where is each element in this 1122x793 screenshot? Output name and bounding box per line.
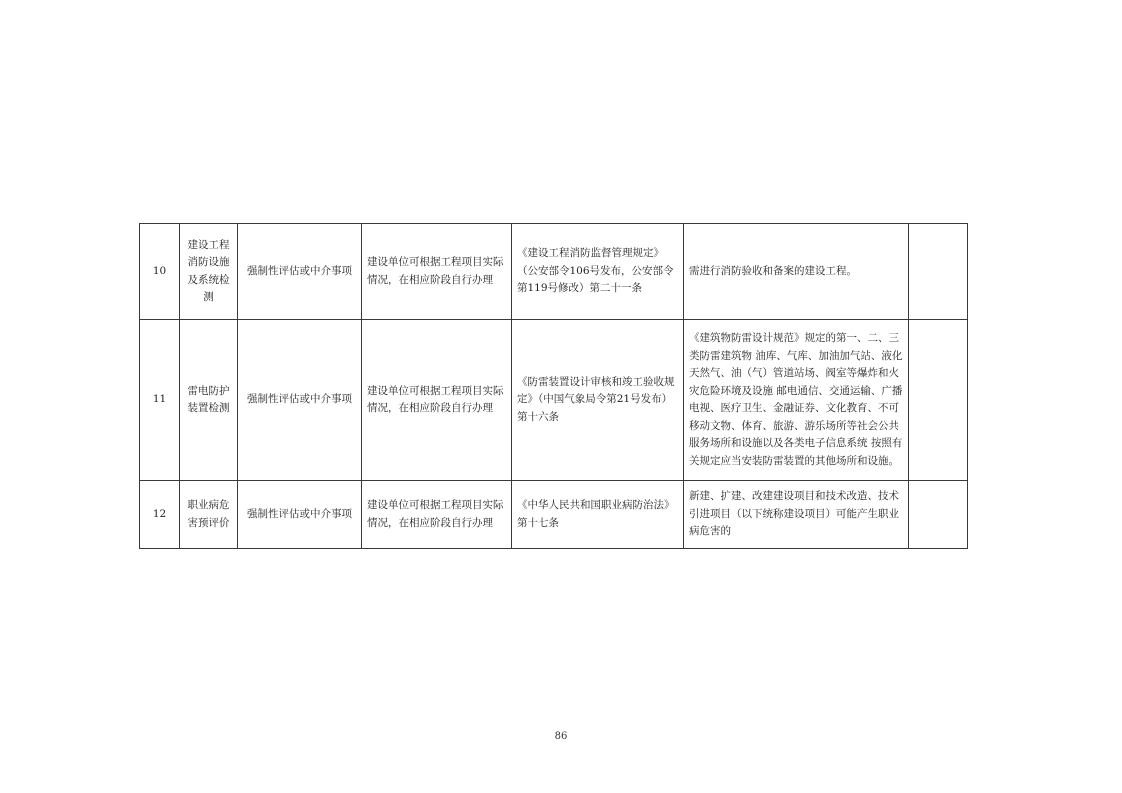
item-type: 强制性评估或中介事项 xyxy=(238,320,362,481)
remarks xyxy=(909,481,968,549)
row-number: 11 xyxy=(140,320,180,481)
table-row xyxy=(140,320,968,481)
item-name: 雷电防护装置检测 xyxy=(180,320,238,481)
legal-basis: 《防雷装置设计审核和竣工验收规定》（中国气象局令第21号发布）第十六条 xyxy=(512,320,684,481)
applicable-scope: 《建筑物防雷设计规范》规定的第一、二、三类防雷建筑物 油库、气库、加油加气站、液化天然气、油（气）管道站场、阀室等爆炸和火灾危险环境及设施 邮电通信、交通运输、广播电视、医疗卫生、金融证券、文化教育、不可移动文物、体育、旅游、游乐场所等社会公共服务场所和设施以及各类电子信息系统 按照有关规定应当安装防雷装置的其他场所和设施。 xyxy=(684,320,909,481)
remarks xyxy=(909,320,968,481)
handling-basis: 建设单位可根据工程项目实际情况，在相应阶段自行办理 xyxy=(362,481,512,549)
table-row xyxy=(140,224,968,320)
item-type: 强制性评估或中介事项 xyxy=(238,224,362,320)
legal-basis: 《中华人民共和国职业病防治法》第十七条 xyxy=(512,481,684,549)
legal-basis: 《建设工程消防监督管理规定》（公安部令106号发布，公安部令第119号修改）第二十一条 xyxy=(512,224,684,320)
remarks xyxy=(909,224,968,320)
handling-basis: 建设单位可根据工程项目实际情况，在相应阶段自行办理 xyxy=(362,224,512,320)
item-name: 建设工程消防设施及系统检测 xyxy=(180,224,238,320)
row-number: 12 xyxy=(140,481,180,549)
applicable-scope: 新建、扩建、改建建设项目和技术改造、技术引进项目（以下统称建设项目）可能产生职业病危害的 xyxy=(684,481,909,549)
handling-basis: 建设单位可根据工程项目实际情况，在相应阶段自行办理 xyxy=(362,320,512,481)
row-number: 10 xyxy=(140,224,180,320)
page-number: 86 xyxy=(554,731,568,742)
table-row xyxy=(140,481,968,549)
item-name: 职业病危害预评价 xyxy=(180,481,238,549)
matters-table xyxy=(139,223,968,549)
applicable-scope: 需进行消防验收和备案的建设工程。 xyxy=(684,224,909,320)
item-type: 强制性评估或中介事项 xyxy=(238,481,362,549)
